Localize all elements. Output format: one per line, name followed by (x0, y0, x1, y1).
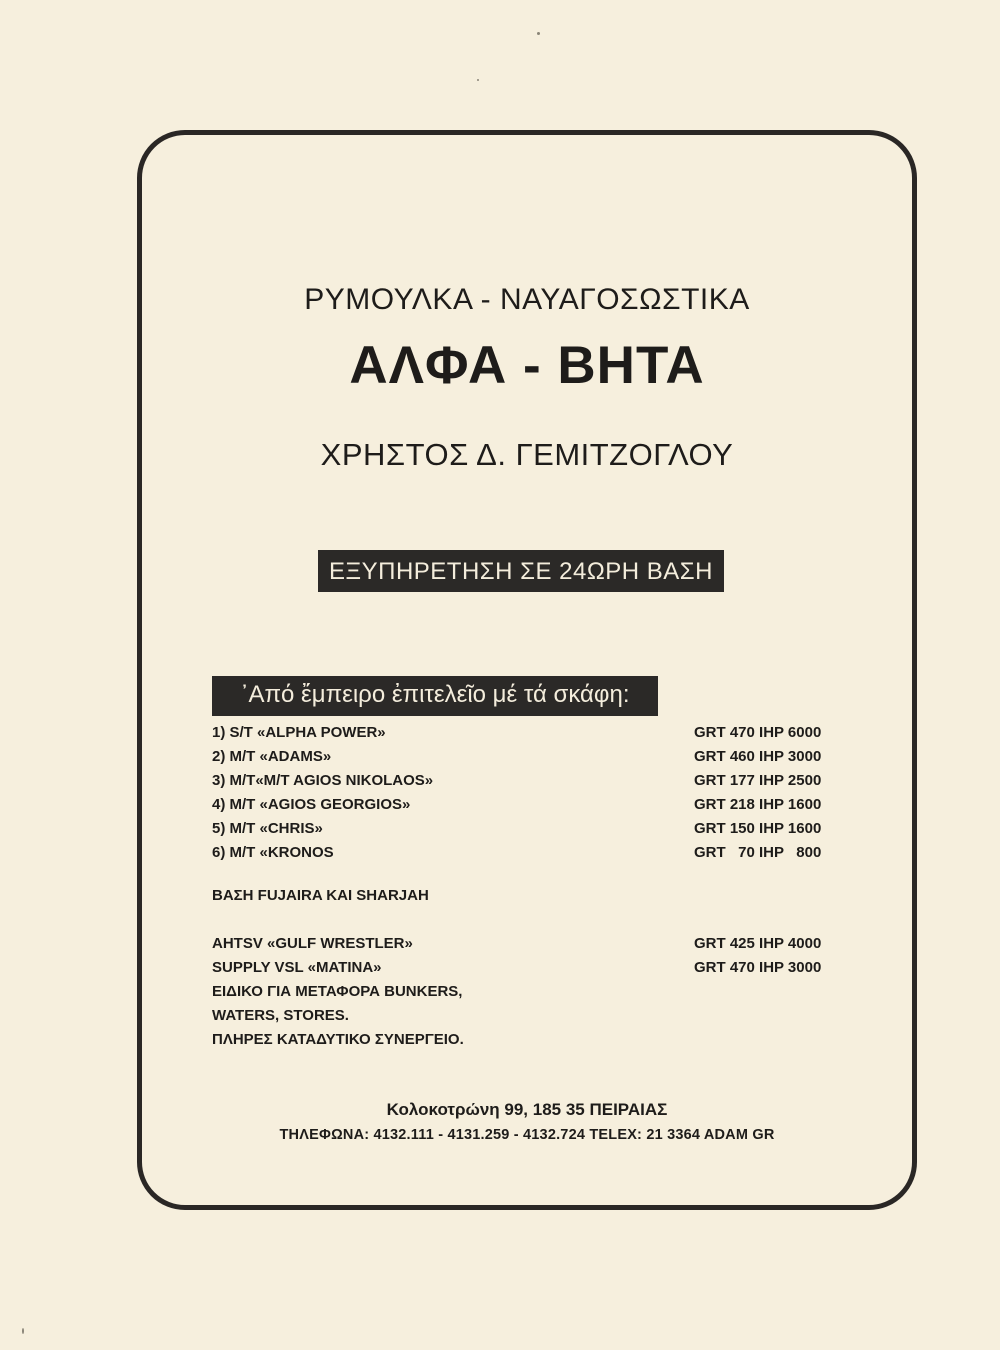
paper-speck (22, 1328, 24, 1334)
vessel-name: SUPPLY VSL «MATINA» (212, 959, 382, 976)
vessel-name: 5) M/T «CHRIS» (212, 820, 323, 837)
address: Κολοκοτρώνη 99, 185 35 ΠΕΙΡΑΙΑΣ (386, 1100, 668, 1119)
vessel-name: AHTSV «GULF WRESTLER» (212, 935, 413, 952)
vessel-name: 4) M/T «AGIOS GEORGIOS» (212, 796, 411, 813)
service-note: ΕΙΔΙΚΟ ΓΙΑ ΜΕΤΑΦΟΡΑ BUNKERS, (212, 983, 463, 1000)
crew-banner: ᾿Από ἔμπειρο ἐπιτελεῖο μέ τά σκάφη: (212, 676, 658, 716)
service-note: ΠΛΗΡΕΣ ΚΑΤΑΔΥΤΙΚΟ ΣΥΝΕΡΓΕΙΟ. (212, 1031, 464, 1048)
vessel-spec: GRT 218 IHP 1600 (694, 796, 822, 813)
subtitle: ΡΥΜΟΥΛΚΑ - ΝΑΥΑΓΟΣΩΣΤΙΚΑ (304, 283, 750, 316)
vessel-spec: GRT 460 IHP 3000 (694, 748, 822, 765)
vessel-spec: GRT 470 IHP 3000 (694, 959, 822, 976)
service-note: WATERS, STORES. (212, 1007, 349, 1024)
vessel-spec: GRT 470 IHP 6000 (694, 724, 822, 741)
company-title: ΑΛΦΑ - ΒΗΤΑ (349, 336, 705, 395)
vessel-spec: GRT 177 IHP 2500 (694, 772, 822, 789)
vessel-spec: GRT 425 IHP 4000 (694, 935, 822, 952)
vessel-spec: GRT 150 IHP 1600 (694, 820, 822, 837)
phone-telex-line: ΤΗΛΕΦΩΝΑ: 4132.111 - 4131.259 - 4132.724 TELEX: 21 3364 ADAM GR (279, 1127, 775, 1143)
vessel-spec: GRT 70 IHP 800 (694, 844, 822, 861)
vessel-name: 1) S/T «ALPHA POWER» (212, 724, 386, 741)
owner-name: ΧΡΗΣΤΟΣ Δ. ΓΕΜΙΤΖΟΓΛΟΥ (320, 437, 734, 472)
vessel-name: 2) M/T «ADAMS» (212, 748, 332, 765)
service-banner: ΕΞΥΠΗΡΕΤΗΣΗ ΣΕ 24ΩΡΗ ΒΑΣΗ (318, 550, 724, 592)
base-note: ΒΑΣΗ FUJAIRA ΚΑΙ SHARJAH (212, 887, 429, 904)
vessel-name: 6) M/T «KRONOS (212, 844, 334, 861)
vessel-name: 3) M/T«M/T AGIOS NIKOLAOS» (212, 772, 434, 789)
paper-speck (477, 79, 479, 81)
paper-speck (537, 32, 540, 35)
